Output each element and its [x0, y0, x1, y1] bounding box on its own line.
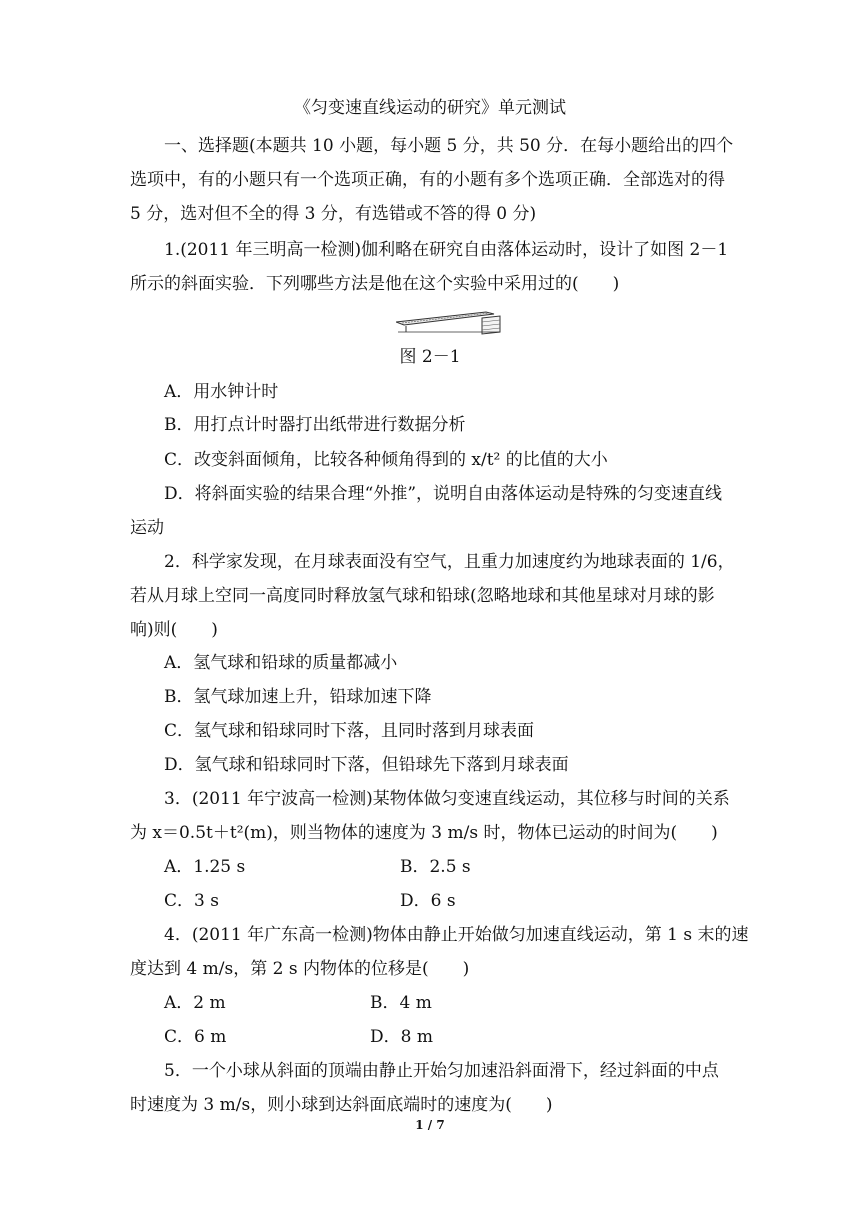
question-4-line1: 4．(2011 年广东高一检测)物体由静止开始做匀加速直线运动，第 1 s 末的速: [164, 925, 749, 945]
question-3-option-b: B．2.5 s: [400, 857, 471, 877]
question-5-line1: 5．一个小球从斜面的顶端由静止开始匀加速沿斜面滑下，经过斜面的中点: [164, 1061, 719, 1081]
question-4-line2: 度达到 4 m/s，第 2 s 内物体的位移是( ): [130, 959, 470, 979]
question-3-options-row1: [164, 855, 764, 879]
question-2-line3: 响)则( ): [130, 620, 218, 640]
question-4-option-b: B．4 m: [370, 993, 432, 1013]
question-1-option-d-line1: D．将斜面实验的结果合理“外推”，说明自由落体运动是特殊的匀变速直线: [164, 484, 723, 504]
section-instructions-line1: 一、选择题(本题共 10 小题，每小题 5 分，共 50 分．在每小题给出的四个: [164, 136, 734, 156]
question-1-option-c: C．改变斜面倾角，比较各种倾角得到的 x/t² 的比值的大小: [164, 450, 608, 470]
question-1-option-b: B．用打点计时器打出纸带进行数据分析: [164, 415, 466, 435]
question-1-option-d-line2: 运动: [130, 518, 164, 538]
inclined-plane-figure: [396, 308, 502, 336]
question-1-line1: 1.(2011 年三明高一检测)伽利略在研究自由落体运动时，设计了如图 2－1: [164, 240, 729, 260]
question-3-option-d: D．6 s: [400, 891, 456, 911]
question-4-options-row1: [164, 991, 764, 1015]
question-2-option-d: D．氢气球和铅球同时下落，但铅球先下落到月球表面: [164, 755, 569, 775]
question-3-line1: 3．(2011 年宁波高一检测)某物体做匀变速直线运动，其位移与时间的关系: [164, 789, 730, 809]
question-1-line2: 所示的斜面实验．下列哪些方法是他在这个实验中采用过的( ): [130, 274, 620, 294]
question-2-option-c: C．氢气球和铅球同时下落，且同时落到月球表面: [164, 721, 535, 741]
question-4-options-row2: [164, 1025, 764, 1049]
question-4-option-a: A．2 m: [164, 993, 226, 1013]
question-3-line2: 为 x＝0.5t＋t²(m)，则当物体的速度为 3 m/s 时，物体已运动的时间为( ): [130, 823, 718, 843]
document-title: 《匀变速直线运动的研究》单元测试: [294, 98, 566, 118]
question-4-option-c: C．6 m: [164, 1027, 227, 1047]
question-1-option-a: A．用水钟计时: [164, 382, 279, 402]
question-3-option-c: C．3 s: [164, 891, 219, 911]
section-instructions-line2: 选项中，有的小题只有一个选项正确，有的小题有多个选项正确．全部选对的得: [130, 170, 725, 190]
question-3-option-a: A．1.25 s: [164, 857, 246, 877]
figure-caption: 图 2－1: [399, 347, 461, 367]
question-4-option-d: D．8 m: [370, 1027, 433, 1047]
question-3-options-row2: [164, 889, 764, 913]
question-2-option-a: A．氢气球和铅球的质量都减小: [164, 653, 398, 673]
question-2-line1: 2．科学家发现，在月球表面没有空气，且重力加速度约为地球表面的 1/6，: [164, 552, 735, 572]
question-5-line2: 时速度为 3 m/s，则小球到达斜面底端时的速度为( ): [130, 1095, 553, 1115]
question-2-line2: 若从月球上空同一高度同时释放氢气球和铅球(忽略地球和其他星球对月球的影: [130, 586, 715, 606]
section-instructions-line3: 5 分，选对但不全的得 3 分，有选错或不答的得 0 分): [130, 204, 537, 224]
page-number: 1 / 7: [415, 1118, 445, 1132]
question-2-option-b: B．氢气球加速上升，铅球加速下降: [164, 687, 432, 707]
